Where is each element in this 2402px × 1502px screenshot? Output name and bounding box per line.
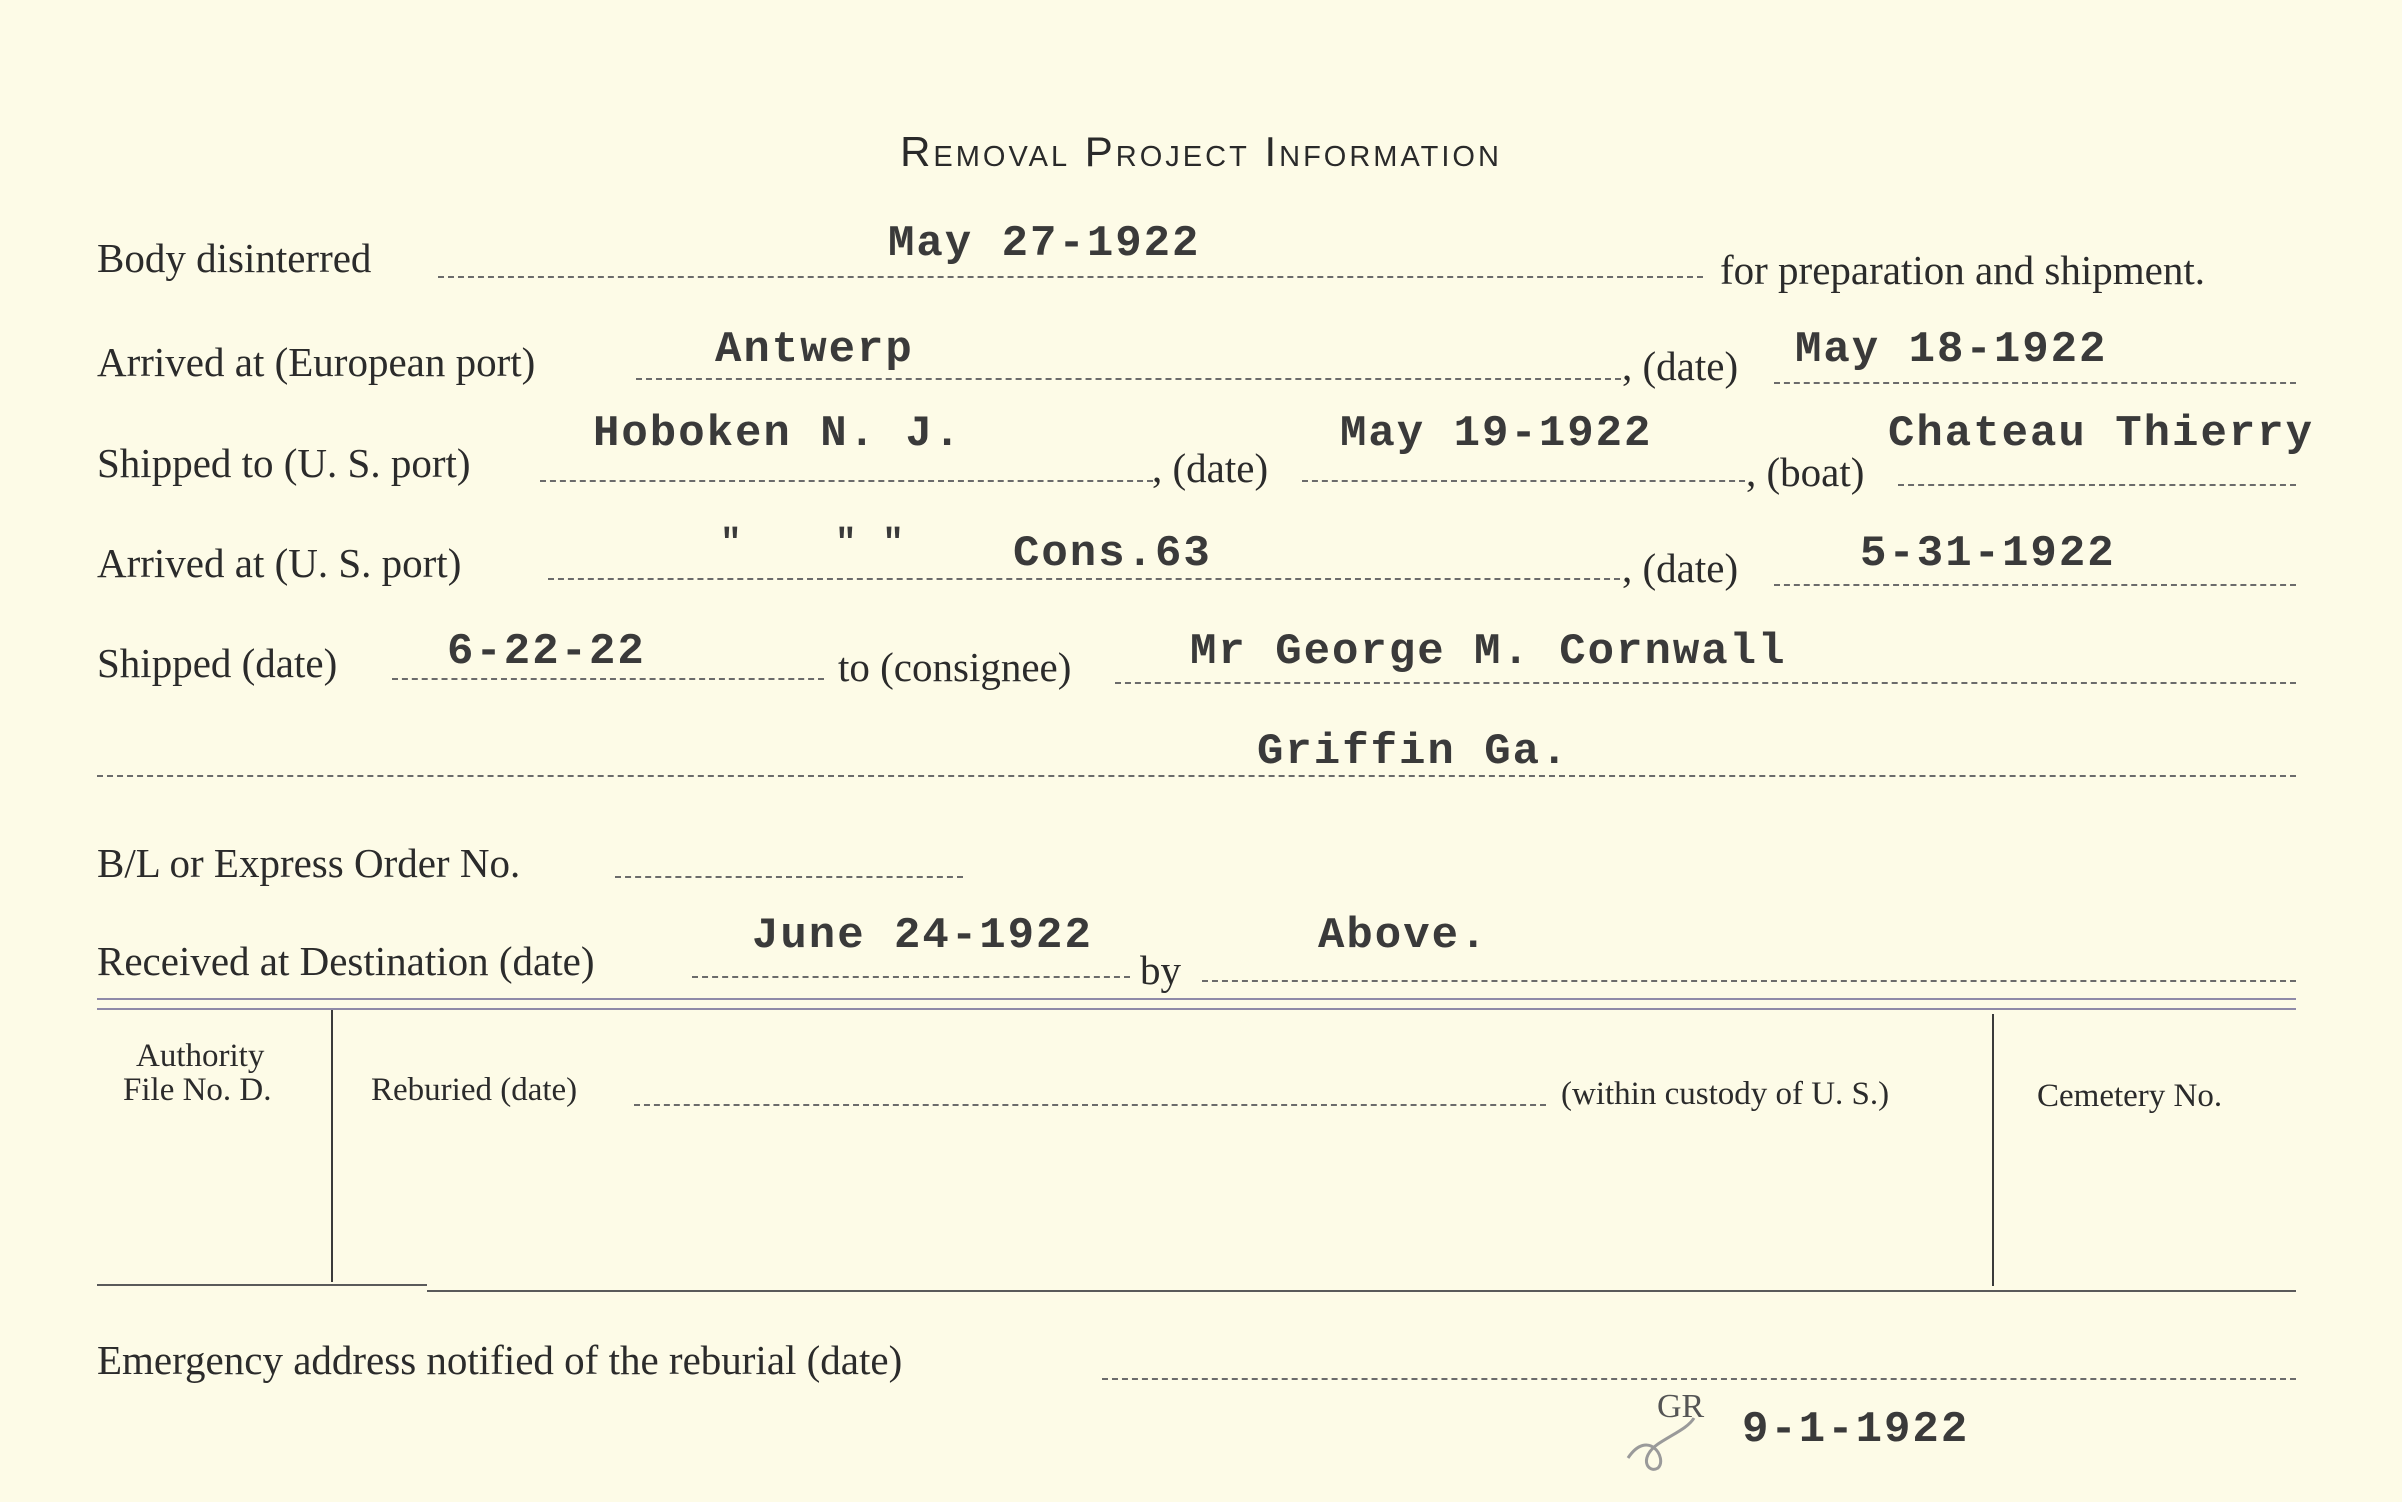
bl-label: B/L or Express Order No.	[97, 840, 521, 886]
bl-line	[615, 876, 963, 878]
arrived-eu-port: Antwerp	[715, 325, 914, 375]
arrived-eu-date-label: , (date)	[1622, 343, 1739, 389]
consignee-label: to (consignee)	[838, 644, 1072, 690]
reburied-label: Reburied (date)	[371, 1072, 578, 1108]
shipped-date: 6-22-22	[447, 627, 646, 677]
consignee-address: Griffin Ga.	[1257, 727, 1570, 777]
divider-rule-top	[97, 998, 2296, 1000]
custody-label: (within custody of U. S.)	[1561, 1076, 1890, 1112]
lower-rule-right	[427, 1290, 2296, 1292]
arrived-us-label: Arrived at (U. S. port)	[97, 540, 462, 586]
reburied-line	[634, 1104, 1546, 1106]
divider-rule-bottom	[97, 1008, 2296, 1010]
lower-rule-left	[97, 1284, 427, 1286]
shipped-us-label: Shipped to (U. S. port)	[97, 440, 471, 486]
shipped-date-line	[392, 678, 824, 680]
received-date: June 24-1922	[752, 911, 1093, 961]
body-disinterred-line	[438, 276, 1703, 278]
arrived-eu-date: May 18-1922	[1795, 325, 2108, 375]
emergency-line	[1102, 1378, 2296, 1380]
arrived-us-ditto-2: " "	[835, 523, 906, 564]
shipped-us-boat: Chateau Thierry	[1888, 409, 2315, 459]
body-disinterred-label: Body disinterred	[97, 235, 372, 281]
shipped-date-label: Shipped (date)	[97, 640, 338, 686]
arrived-eu-date-line	[1774, 382, 2296, 384]
received-label: Received at Destination (date)	[97, 938, 595, 984]
shipped-us-port: Hoboken N. J.	[593, 409, 963, 459]
arrived-us-date: 5-31-1922	[1860, 529, 2116, 579]
arrived-eu-label: Arrived at (European port)	[97, 339, 536, 385]
arrived-us-date-line	[1774, 584, 2296, 586]
cemetery-label: Cemetery No.	[2037, 1078, 2223, 1114]
stamp-initials: GR	[1657, 1388, 1705, 1425]
arrived-us-date-label: , (date)	[1622, 545, 1739, 591]
body-disinterred-value: May 27-1922	[888, 219, 1201, 269]
arrived-us-ditto-1: "	[720, 523, 744, 564]
received-by: Above.	[1318, 911, 1489, 961]
shipped-us-port-line	[540, 480, 1153, 482]
arrived-us-port: Cons.63	[1013, 529, 1212, 579]
authority-label-1: Authority	[136, 1038, 265, 1074]
shipped-us-date: May 19-1922	[1340, 409, 1653, 459]
shipped-us-date-label: , (date)	[1152, 445, 1269, 491]
cemetery-divider	[1992, 1014, 1994, 1286]
shipped-us-date-line	[1302, 480, 1745, 482]
consignee-address-line	[97, 775, 2296, 777]
authority-label-2: File No. D.	[123, 1072, 272, 1108]
card-title: Removal Project Information	[900, 128, 1502, 175]
consignee-name: Mr George M. Cornwall	[1190, 627, 1787, 677]
body-disinterred-suffix: for preparation and shipment.	[1720, 247, 2206, 293]
shipped-us-boat-line	[1898, 484, 2296, 486]
authority-divider	[331, 1010, 333, 1282]
received-by-label: by	[1140, 947, 1181, 993]
shipped-us-boat-label: , (boat)	[1746, 449, 1865, 495]
stamp-date: 9-1-1922	[1742, 1405, 1970, 1455]
consignee-line	[1115, 682, 2296, 684]
arrived-eu-port-line	[636, 378, 1621, 380]
received-date-line	[692, 976, 1130, 978]
received-by-line	[1202, 980, 2296, 982]
emergency-label: Emergency address notified of the reburial (date)	[97, 1337, 903, 1383]
